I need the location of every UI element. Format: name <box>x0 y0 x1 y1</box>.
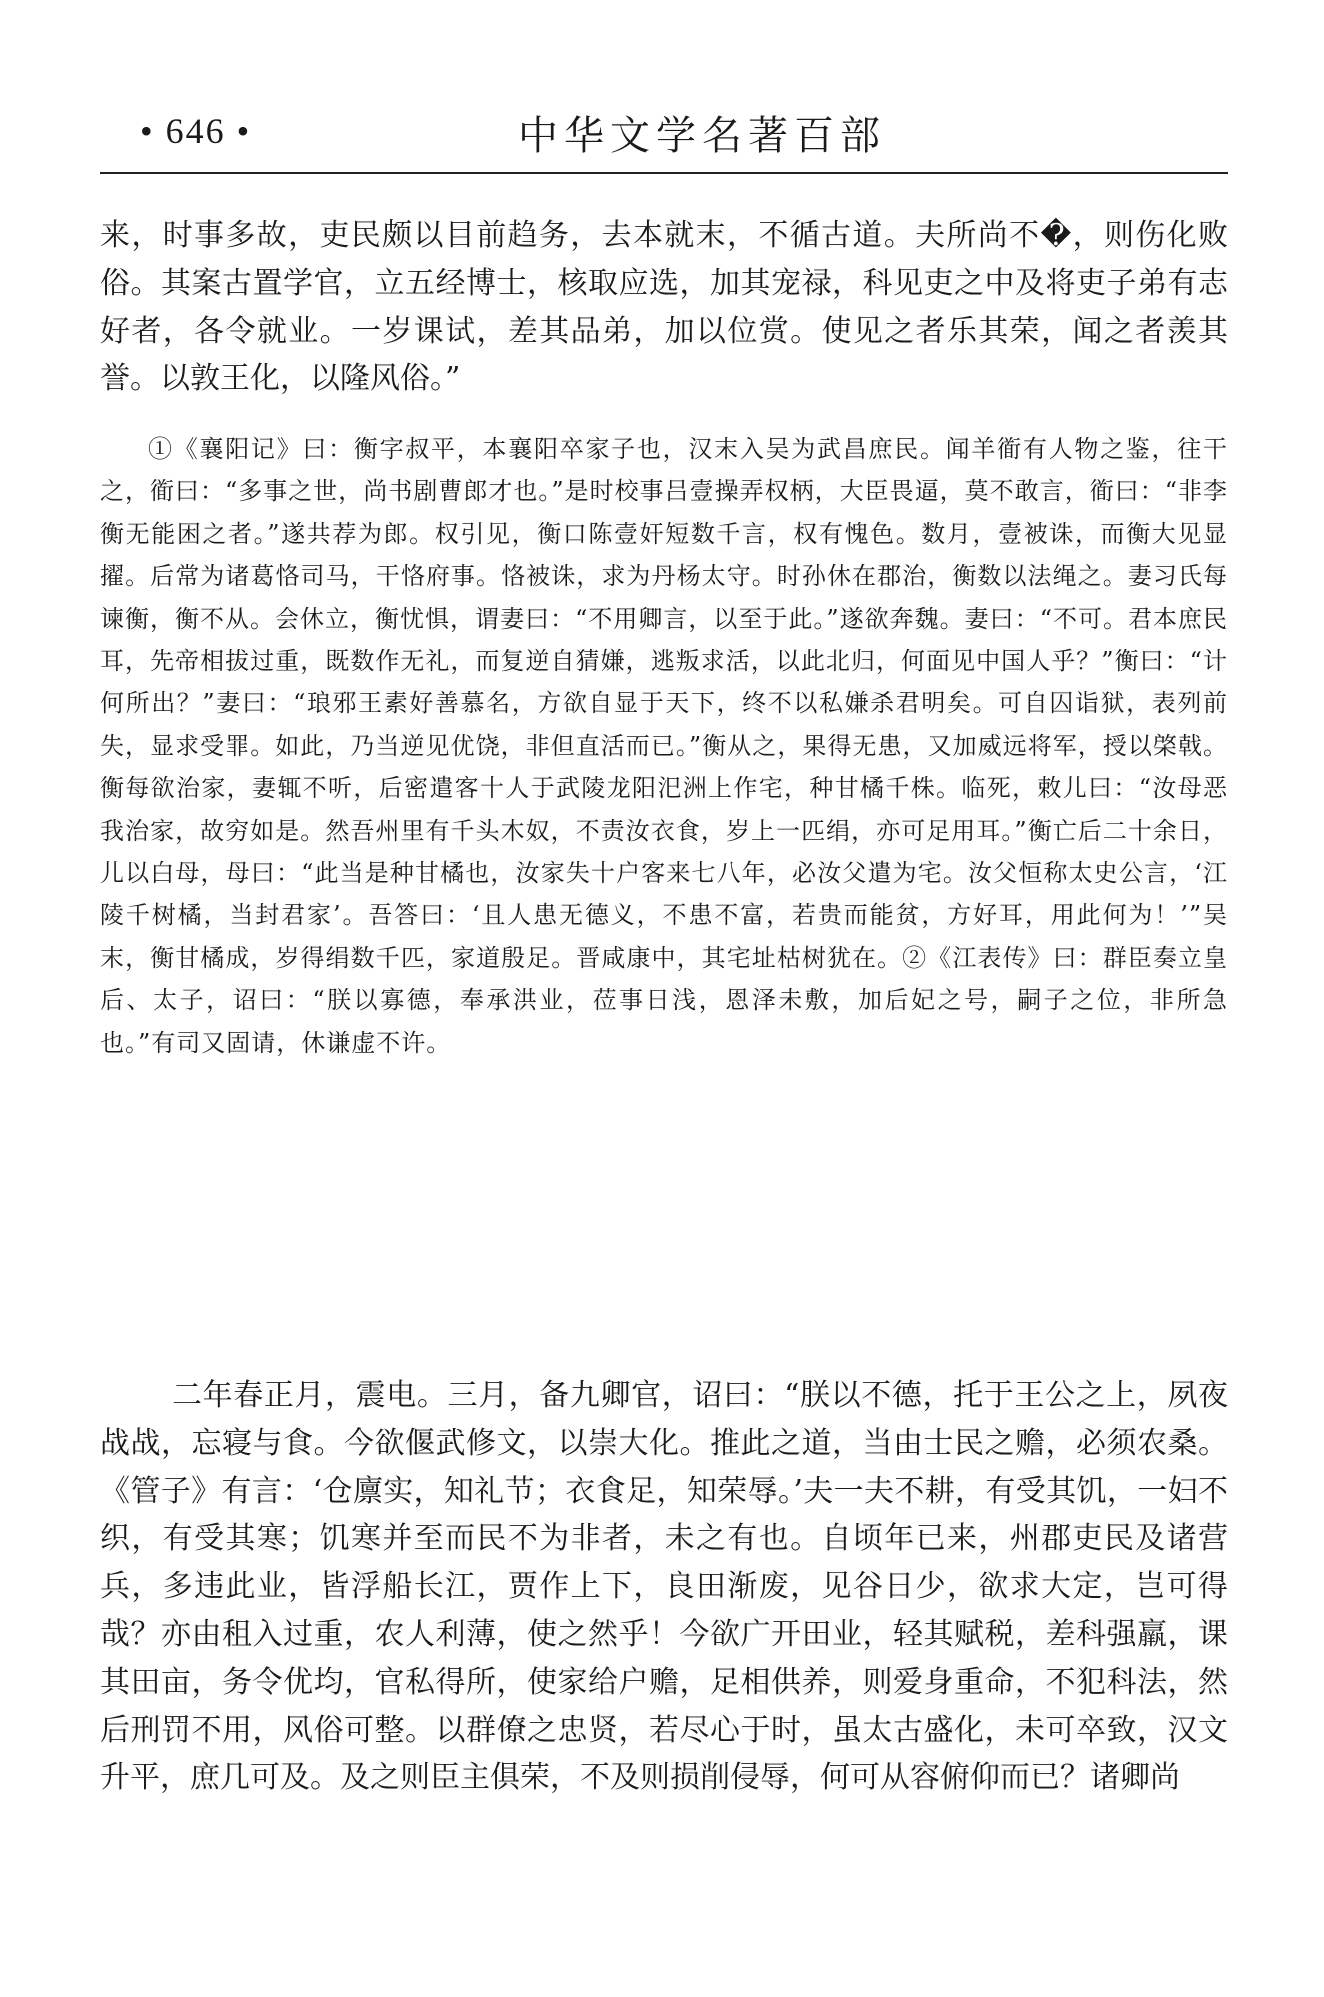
page-number: • 646 • <box>140 111 252 151</box>
header-rule <box>100 172 1228 174</box>
running-header <box>100 100 1228 172</box>
book-title: 中华文学名著百部 <box>518 113 886 159</box>
annotation-note: ①《襄阳记》曰：衡字叔平，本襄阳卒家子也，汉末入吴为武昌庶民。闻羊衜有人物之鉴，往干之，衜曰：“多事之世，尚书剧曹郎才也。”是时校事吕壹操弄权柄，大臣畏逼，莫不敢言，衜曰：“非李衡无能困之者。”遂共荐为郎。权引见，衡口陈壹奸短数千言，权有愧色。数月，壹被诛，而衡大见显擢。后常为诸葛恪司马，干恪府事。恪被诛，求为丹杨太守。时孙休在郡治，衡数以法绳之。妻习氏每谏衡，衡不从。会休立，衡忧惧，谓妻曰：“不用卿言，以至于此。”遂欲奔魏。妻曰：“不可。君本庶民耳，先帝相拔过重，既数作无礼，而复逆自猜嫌，逃叛求活，以此北归，何面见中国人乎？”衡曰：“计何所出？”妻曰：“琅邪王素好善慕名，方欲自显于天下，终不以私嫌杀君明矣。可自囚诣狱，表列前失，显求受罪。如此，乃当逆见优饶，非但直活而已。”衡从之，果得无患，又加威远将军，授以棨戟。衡每欲治家，妻辄不听，后密遣客十人于武陵龙阳汜洲上作宅，种甘橘千株。临死，敕儿曰：“汝母恶我治家，故穷如是。然吾州里有千头木奴，不责汝衣食，岁上一匹绢，亦可足用耳。”衡亡后二十余日，儿以白母，母曰：“此当是种甘橘也，汝家失十户客来七八年，必汝父遣为宅。汝父恒称太史公言，‘江陵千树橘，当封君家’。吾答曰：‘且人患无德义，不患不富，若贵而能贫，方好耳，用此何为！’”吴末，衡甘橘成，岁得绢数千匹，家道殷足。晋咸康中，其宅址枯树犹在。②《江表传》曰：群臣奏立皇后、太子，诏曰：“朕以寡德，奉承洪业，莅事日浅，恩泽未敷，加后妃之号，嗣子之位，非所急也。”有司又固请，休谦虚不许。 <box>100 435 1228 1057</box>
main-paragraph-continued: 来，时事多故，吏民颇以目前趋务，去本就末，不循古道。夫所尚不�，则伤化败俗。其案古置学官，立五经博士，核取应选，加其宠禄，科见吏之中及将吏子弟有志好者，各令就业。一岁课试，差其品弟，加以位赏。使见之者乐其荣，闻之者羡其誉。以敦王化，以隆风俗。” <box>100 218 1228 397</box>
main-paragraph: 二年春正月，震电。三月，备九卿官，诏曰：“朕以不德，托于王公之上，夙夜战战，忘寝与食。今欲偃武修文，以崇大化。推此之道，当由士民之赡，必须农桑。《管子》有言：‘仓廪实，知礼节；衣食足，知荣辱。’夫一夫不耕，有受其饥，一妇不织，有受其寒；饥寒并至而民不为非者，未之有也。自顷年已来，州郡吏民及诸营兵，多违此业，皆浮船长江，贾作上下，良田渐废，见谷日少，欲求大定，岂可得哉？亦由租入过重，农人利薄，使之然乎！今欲广开田业，轻其赋税，差科强羸，课其田亩，务令优均，官私得所，使家给户赡，足相供养，则爱身重命，不犯科法，然后刑罚不用，风俗可整。以群僚之忠贤，若尽心于时，虽太古盛化，未可卒致，汉文升平，庶几可及。及之则臣主俱荣，不及则损削侵辱，何可从容俯仰而已？诸卿尚 <box>100 1378 1228 1796</box>
